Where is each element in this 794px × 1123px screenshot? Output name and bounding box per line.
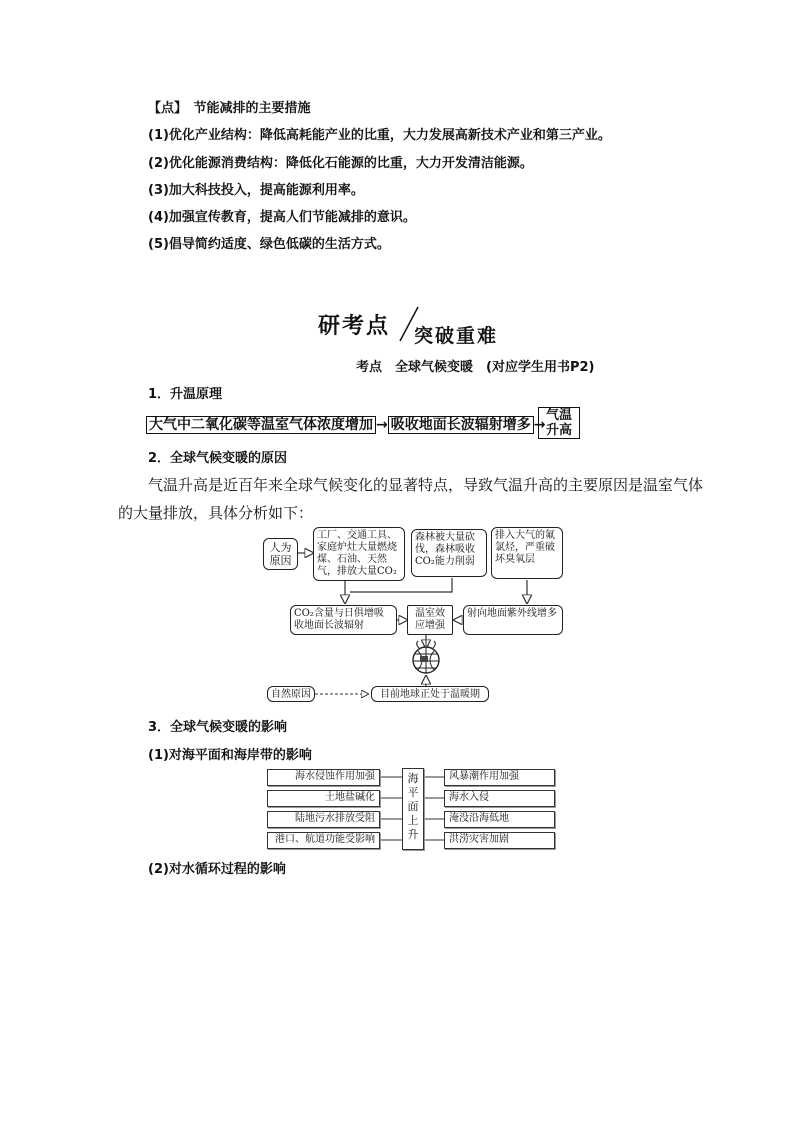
section2-para-line1: 气温升高是近百年来全球气候变化的显著特点，导致气温升高的主要原因是温室气体	[148, 476, 704, 494]
effect-seawater-intrusion: 海水入侵	[444, 790, 555, 807]
effect-ports: 港口、航道功能受影响	[267, 832, 380, 849]
cause-cfc-box: 排入大气的氟氯烃，严重破坏臭氧层	[491, 527, 563, 579]
natural-cause-box: 自然原因	[267, 686, 315, 702]
exam-point-title: 考点 全球气候变暖 (对应学生用书P2)	[356, 360, 595, 375]
section3-title: 3．全球气候变暖的影响	[148, 720, 288, 735]
principle-result-top: 气温	[545, 408, 572, 423]
globe-icon	[413, 640, 439, 673]
section2-para-line2: 的大量排放，具体分析如下：	[118, 504, 314, 522]
uv-increase-box: 射向地面紫外线增多	[463, 605, 563, 635]
cause-fossil-fuel-box: 工厂、交通工具、家庭炉灶大量燃烧煤、石油、天然气，排放大量CO₂	[313, 527, 405, 581]
principle-result-bottom: 升高	[545, 423, 572, 438]
section2-title: 2．全球气候变暖的原因	[148, 451, 288, 466]
effect-flood-disasters: 洪涝灾害加剧	[444, 832, 555, 849]
co2-increase-box: CO₂含量与日俱增吸收地面长波辐射	[290, 605, 397, 635]
human-cause-box: 人为原因	[263, 538, 298, 570]
section3-sub1: (1)对海平面和海岸带的影响	[148, 748, 312, 763]
arrow-1: →	[376, 417, 388, 433]
effect-salinization: 土地盐碱化	[267, 790, 380, 807]
warm-period-box: 目前地球正处于温暖期	[371, 686, 489, 702]
principle-mechanism: 吸收地面长波辐射增多	[388, 416, 534, 434]
effect-drainage: 陆地污水排放受阻	[267, 811, 380, 828]
warming-principle-chain	[146, 414, 545, 434]
section3-sub2: (2)对水循环过程的影响	[148, 862, 286, 877]
banner-left-title: 研考点	[318, 314, 391, 339]
cause-deforestation-box: 森林被大量砍伐，森林吸收CO₂能力削弱	[411, 529, 487, 577]
measure-1: (1)优化产业结构：降低高耗能产业的比重，大力发展高新技术产业和第三产业。	[148, 128, 611, 143]
measure-2: (2)优化能源消费结构：降低化石能源的比重，大力开发清洁能源。	[148, 156, 533, 171]
principle-result	[538, 407, 580, 439]
measure-4: (4)加强宣传教育，提高人们节能减排的意识。	[148, 210, 416, 225]
effect-erosion: 海水侵蚀作用加强	[267, 769, 380, 786]
section1-title: 1．升温原理	[148, 387, 223, 402]
measure-3: (3)加大科技投入，提高能源利用率。	[148, 183, 364, 198]
banner-right-title: 突破重难	[414, 325, 499, 347]
greenhouse-effect-box: 温室效应增强	[407, 605, 453, 635]
arrow-2: →	[533, 417, 546, 433]
sea-level-rise-box: 海平面上升	[402, 768, 424, 850]
effect-storm-surge: 风暴潮作用加强	[444, 769, 555, 786]
measure-5: (5)倡导简约适度、绿色低碳的生活方式。	[148, 237, 390, 252]
point-title: 【点】 节能减排的主要措施	[148, 101, 311, 116]
principle-cause: 大气中二氧化碳等温室气体浓度增加	[146, 416, 376, 434]
effect-flooding-lowlands: 淹没沿海低地	[444, 811, 555, 828]
